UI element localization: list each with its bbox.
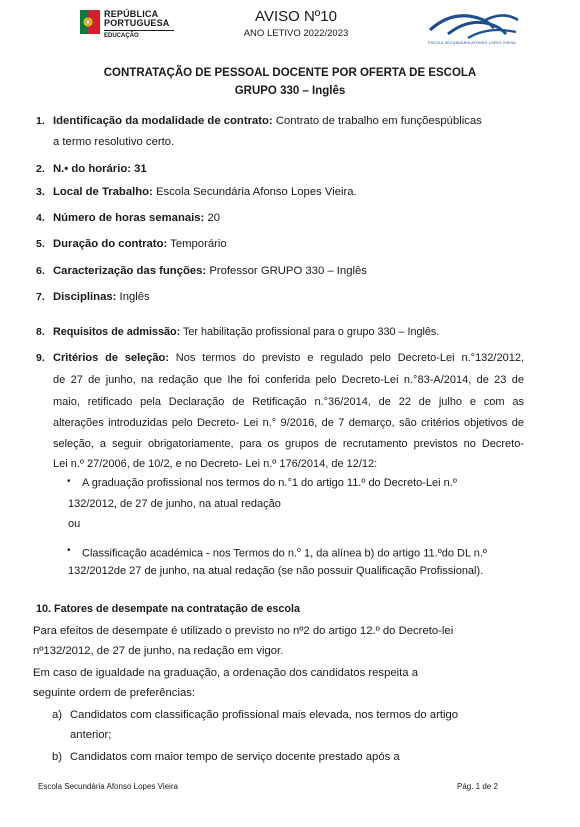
logo-text-educacao: EDUCAÇÃO (104, 33, 139, 39)
item-5-line (53, 237, 227, 251)
item-10-p2-line-1: Em caso de igualdade na graduação, a ordenação dos candidatos respeita a (33, 667, 418, 679)
item-6-label: Caracterização das funções: (53, 265, 207, 277)
item-9-line-5: seleção, a seguir obrigatoriamente, para os grupos de recrutamento previstos no Decreto- (53, 438, 524, 450)
item-4-label: Número de horas semanais: (53, 212, 205, 224)
item-9-line-4: alterações introduzidas pelo Decreto- Lei n.° 9/2016, de 7 demarço, são critérios objetivos de (53, 417, 524, 429)
item-9-line-2: de 27 de junho, na redação que Ihe foi conferida pelo Decreto-Lei n.°83-A/2014, de 23 de (53, 374, 524, 386)
item-1-number: 1. (36, 115, 45, 127)
item-2-number: 2. (36, 163, 45, 175)
item-2-label: N.• do horário: 31 (53, 163, 147, 175)
item-10-p2-line-2: seguinte ordem de preferências: (33, 687, 196, 699)
logo-text-republica: REPÚBLICA (104, 9, 159, 19)
item-8-value: Ter habilitação profissional para o grupo 330 – Inglês. (180, 326, 440, 338)
logo-divider (104, 30, 174, 31)
bullet-icon: • (67, 545, 71, 556)
school-logo (428, 8, 520, 48)
item-9-bullet-2-text-b: 1, da alínea b) do artigo 11.ºdo DL n.º (300, 547, 487, 560)
item-8-number: 8. (36, 326, 45, 338)
item-9-bullet-1-line-2: 132/2012, de 27 de junho, na atual redação (68, 498, 281, 510)
item-7-line (53, 290, 150, 304)
item-9-bullet-2-line-1 (82, 544, 487, 561)
item-3-number: 3. (36, 186, 45, 198)
item-1-value: Contrato de trabalho em funçõespúblicas (272, 115, 482, 127)
item-4-line (53, 211, 220, 225)
item-9-line-3: maio, retificado pela Declaração de Retificação n.°36/2014, de 22 de julho e com as (53, 396, 524, 408)
item-3-value: Escola Secundária Afonso Lopes Vieira. (152, 186, 357, 198)
item-6-line (53, 264, 367, 278)
item-9-or: ou (68, 518, 81, 530)
item-9-line-6: Lei n.º 27/2006, de 10/2, e no Decreto- Lei n.º 176/2014, de 12/12: (53, 458, 378, 470)
item-1-continuation: a termo resolutivo certo. (53, 136, 175, 148)
item-10-b-label: b) (52, 751, 63, 763)
item-10-p1-line-1: Para efeitos de desempate é utilizado o previsto no nº2 do artigo 12.º do Decreto-lei (33, 625, 454, 637)
item-10-a-label: a) (52, 709, 63, 721)
footer-school-name: Escola Secundária Afonso Lopes Vieira (38, 782, 178, 791)
item-8-line (53, 325, 439, 339)
footer-page-number: Pág. 1 de 2 (457, 782, 498, 791)
item-2-line (53, 162, 147, 176)
item-10-a-line-1: Candidatos com classificação profissional mais elevada, nos termos do artigo (70, 709, 459, 721)
item-10-a-line-2: anterior; (70, 729, 112, 741)
logo-text-portuguesa: PORTUGUESA (104, 18, 170, 28)
item-5-number: 5. (36, 238, 45, 250)
item-7-value: Inglês (116, 291, 150, 303)
item-5-label: Duração do contrato: (53, 238, 168, 250)
bullet-icon: • (67, 476, 71, 487)
item-10-b-line-1: Candidatos com maior tempo de serviço docente prestado após a (70, 751, 400, 763)
item-9-label: Critérios de seleção: (53, 352, 169, 364)
item-7-label: Disciplinas: (53, 291, 117, 303)
item-6-number: 6. (36, 265, 45, 277)
item-3-label: Local de Trabalho: (53, 186, 153, 198)
item-10-p1-line-2: nº132/2012, de 27 de junho, na redação em vigor. (33, 645, 284, 657)
school-waves-icon (428, 8, 520, 40)
item-9-bullet-2-line-2: 132/2012de 27 de junho, na atual redação (se não possuir Qualificação Profissional). (68, 565, 484, 577)
item-7-number: 7. (36, 291, 45, 303)
republica-portuguesa-logo (80, 8, 180, 42)
item-1-label: Identificação da modalidade de contrato: (53, 115, 273, 127)
document-title: CONTRATAÇÃO DE PESSOAL DOCENTE POR OFERTA DE ESCOLA (103, 67, 477, 79)
school-logo-caption: ESCOLA SECUNDÁRIA AFONSO LOPES VIEIRA (428, 41, 516, 45)
school-year: ANO LETIVO 2022/2023 (243, 28, 349, 39)
item-4-value: 20 (204, 212, 221, 224)
item-5-value: Temporário (167, 238, 227, 250)
item-8-label: Requisitos de admissão: (53, 326, 181, 338)
item-9-number: 9. (36, 352, 45, 364)
item-4-number: 4. (36, 212, 45, 224)
item-6-value: Professor GRUPO 330 – Inglês (206, 265, 367, 277)
item-9-line-1 (53, 351, 524, 365)
item-9-first-line-rest: Nos termos do previsto e regulado pelo Decreto-Lei n.°132/2012, (168, 352, 525, 364)
document-subtitle: GRUPO 330 – Inglês (234, 85, 346, 97)
item-1-line (53, 114, 482, 128)
portugal-flag-icon (80, 8, 100, 38)
item-3-line (53, 185, 357, 199)
notice-title: AVISO Nº10 (255, 8, 337, 25)
item-9-bullet-2-text-a: Classificação académica - nos Termos do n. (82, 547, 298, 560)
item-10-heading: 10. Fatores de desempate na contratação de escola (36, 603, 301, 615)
item-9-bullet-1-line-1: A graduação profissional nos termos do n.°1 do artigo 11.º do Decreto-Lei n.º (82, 477, 457, 489)
item-9-bullet-2-superscript: o (297, 547, 301, 554)
page-header (0, 0, 580, 60)
